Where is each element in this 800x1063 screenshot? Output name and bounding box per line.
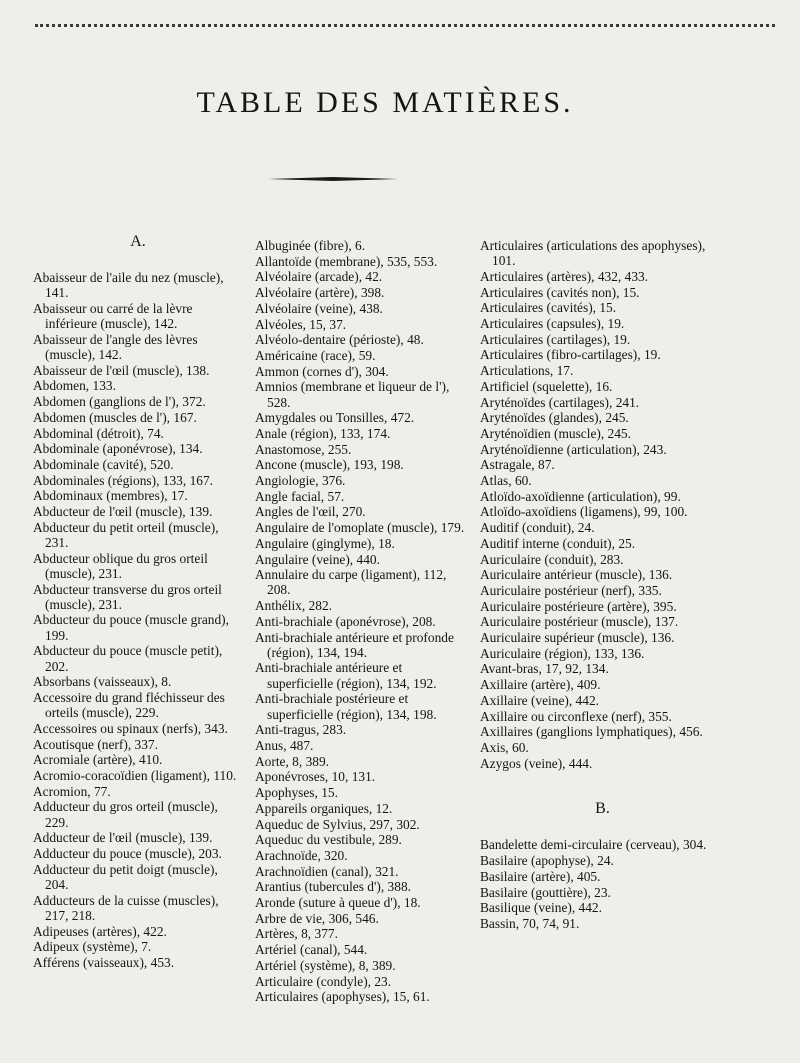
index-entry: Aryténoïdien (muscle), 245. bbox=[480, 425, 631, 441]
index-entry: Alvéolaire (arcade), 42. bbox=[255, 269, 383, 285]
index-entry: Artériel (canal), 544. bbox=[255, 942, 368, 958]
index-entry: Angulaire (veine), 440. bbox=[255, 551, 380, 567]
index-entry: Angle facial, 57. bbox=[255, 488, 345, 504]
index-entry: Aqueduc de Sylvius, 297, 302. bbox=[255, 816, 420, 832]
index-entry: Accessoires ou spinaux (nerfs), 343. bbox=[33, 720, 228, 736]
index-entry: Adducteur du gros orteil (muscle), 229. bbox=[33, 799, 218, 830]
index-entry: Alvéoles, 15, 37. bbox=[255, 316, 347, 332]
index-entry: Abaisseur de l'œil (muscle), 138. bbox=[33, 362, 210, 378]
top-dotted-rule bbox=[35, 24, 775, 32]
index-entry: Anastomose, 255. bbox=[255, 441, 352, 457]
index-entry: Alvéolaire (veine), 438. bbox=[255, 300, 383, 316]
index-entry: Basilaire (gouttière), 23. bbox=[480, 884, 611, 900]
index-entry: Articulaires (articulations des apophyses), 101. bbox=[480, 238, 706, 269]
index-entry: Adipeuses (artères), 422. bbox=[33, 923, 167, 939]
page-title: TABLE DES MATIÈRES. bbox=[196, 86, 574, 119]
index-entry: Atloïdo-axoïdienne (articulation), 99. bbox=[480, 488, 681, 504]
index-entry: Abducteur oblique du gros orteil (muscle), 231. bbox=[33, 550, 208, 581]
index-entry: Articulaires (artères), 432, 433. bbox=[480, 268, 649, 284]
section-letter-b: B. bbox=[595, 800, 610, 818]
index-entry: Artériel (système), 8, 389. bbox=[255, 957, 396, 973]
index-entry: Artères, 8, 377. bbox=[255, 926, 338, 942]
index-entry: Anti-brachiale (aponévrose), 208. bbox=[255, 613, 436, 629]
index-entry: Albuginée (fibre), 6. bbox=[255, 238, 366, 253]
index-entry: Allantoïde (membrane), 535, 553. bbox=[255, 253, 438, 269]
index-entry: Alvéolo-dentaire (périoste), 48. bbox=[255, 332, 424, 348]
index-entry: Arantius (tubercules d'), 388. bbox=[255, 879, 411, 895]
index-entry: Axillaire (veine), 442. bbox=[480, 692, 599, 708]
index-entry: Adducteur du pouce (muscle), 203. bbox=[33, 846, 222, 862]
index-entry: Abdomen (muscles de l'), 167. bbox=[33, 409, 197, 425]
index-entry: Acromio-coracoïdien (ligament), 110. bbox=[33, 768, 237, 783]
index-entry: Afférens (vaisseaux), 453. bbox=[33, 954, 175, 970]
entries-list-middle bbox=[255, 238, 470, 1004]
index-entry: Abdominales (régions), 133, 167. bbox=[33, 472, 214, 488]
index-entry: Angulaire (ginglyme), 18. bbox=[255, 535, 395, 551]
index-entry: Anti-brachiale antérieure et profonde (région), 134, 194. bbox=[255, 629, 454, 660]
index-entry: Astragale, 87. bbox=[480, 457, 555, 473]
index-entry: Abdominal (détroit), 74. bbox=[33, 425, 164, 441]
index-entry: Adducteur de l'œil (muscle), 139. bbox=[33, 830, 213, 846]
index-entry: Articulaires (fibro-cartilages), 19. bbox=[480, 347, 661, 363]
section-letter-a: A. bbox=[130, 233, 146, 250]
index-entry: Aryténoïdes (glandes), 245. bbox=[480, 410, 629, 426]
index-entry: Ammon (cornes d'), 304. bbox=[255, 363, 389, 379]
index-entry: Alvéolaire (artère), 398. bbox=[255, 285, 385, 301]
column-right bbox=[480, 238, 725, 932]
index-entry: Aryténoïdienne (articulation), 243. bbox=[480, 441, 667, 457]
entries-list-a bbox=[33, 270, 243, 970]
index-entry: Articulations, 17. bbox=[480, 363, 574, 379]
index-entry: Anti-tragus, 283. bbox=[255, 722, 347, 738]
index-entry: Arbre de vie, 306, 546. bbox=[255, 910, 379, 926]
index-entry: Auriculaire postérieur (nerf), 335. bbox=[480, 582, 662, 598]
index-entry: Anthélix, 282. bbox=[255, 598, 332, 614]
entries-list-right bbox=[480, 238, 725, 771]
index-entry: Auriculaire postérieur (muscle), 137. bbox=[480, 614, 679, 630]
index-entry: Abdominaux (membres), 17. bbox=[33, 488, 188, 504]
index-entry: Aqueduc du vestibule, 289. bbox=[255, 832, 402, 848]
index-entry: Auriculaire (conduit), 283. bbox=[480, 551, 624, 567]
index-entry: Anus, 487. bbox=[255, 738, 314, 753]
index-entry: Amnios (membrane et liqueur de l'), 528. bbox=[255, 379, 450, 410]
index-entry: Abaisseur de l'angle des lèvres (muscle), 142. bbox=[33, 331, 198, 363]
index-entry: Adducteur du petit doigt (muscle), 204. bbox=[33, 861, 218, 892]
index-entry: Apophyses, 15. bbox=[255, 785, 338, 801]
index-entry: Angles de l'œil, 270. bbox=[255, 504, 366, 520]
index-entry: Amygdales ou Tonsilles, 472. bbox=[255, 410, 415, 426]
index-entry: Abducteur du petit orteil (muscle), 231. bbox=[33, 519, 219, 550]
index-entry: Auriculaire supérieur (muscle), 136. bbox=[480, 630, 675, 646]
index-entry: Anti-brachiale antérieure et superficielle (région), 134, 192. bbox=[255, 660, 437, 691]
index-entry: Abdominale (aponévrose), 134. bbox=[33, 441, 203, 457]
index-entry: Abdominale (cavité), 520. bbox=[33, 456, 174, 472]
index-entry: Axillaire ou circonflexe (nerf), 355. bbox=[480, 708, 672, 724]
index-entry: Abducteur du pouce (muscle grand), 199. bbox=[33, 612, 229, 643]
index-entry: Auriculaire (région), 133, 136. bbox=[480, 645, 645, 661]
index-entry: Abducteur de l'œil (muscle), 139. bbox=[33, 504, 213, 520]
index-entry: Accessoire du grand fléchisseur des orteils (muscle), 229. bbox=[33, 689, 225, 721]
index-entry: Articulaires (cavités), 15. bbox=[480, 300, 617, 316]
index-entry: Avant-bras, 17, 92, 134. bbox=[480, 661, 609, 677]
index-entry: Articulaires (capsules), 19. bbox=[480, 316, 625, 332]
index-entry: Anti-brachiale postérieure et superficielle (région), 134, 198. bbox=[255, 691, 437, 722]
index-entry: Bandelette demi-circulaire (cerveau), 304. bbox=[480, 837, 707, 853]
index-entry: Auriculaire postérieure (artère), 395. bbox=[480, 598, 677, 614]
index-entry: Auditif (conduit), 24. bbox=[480, 520, 595, 536]
index-entry: Artificiel (squelette), 16. bbox=[480, 378, 613, 394]
section-spacer bbox=[480, 771, 725, 801]
index-entry: Absorbans (vaisseaux), 8. bbox=[33, 674, 172, 690]
index-entry: Articulaire (condyle), 23. bbox=[255, 973, 392, 989]
index-entry: Articulaires (cartilages), 19. bbox=[480, 331, 631, 347]
index-entry: Acoutisque (nerf), 337. bbox=[33, 736, 158, 752]
index-entry: Abdomen (ganglions de l'), 372. bbox=[33, 394, 206, 410]
index-entry: Acromiale (artère), 410. bbox=[33, 752, 163, 768]
index-entry: Abaisseur ou carré de la lèvre inférieure (muscle), 142. bbox=[33, 300, 193, 332]
entries-list-b bbox=[480, 837, 725, 931]
index-entry: Américaine (race), 59. bbox=[255, 347, 376, 363]
index-entry: Basilaire (apophyse), 24. bbox=[480, 853, 614, 869]
index-entry: Appareils organiques, 12. bbox=[255, 800, 393, 816]
index-entry: Abducteur du pouce (muscle petit), 202. bbox=[33, 643, 223, 674]
index-entry: Adipeux (système), 7. bbox=[33, 939, 152, 955]
index-entry: Aorte, 8, 389. bbox=[255, 753, 330, 769]
column-left bbox=[33, 234, 243, 971]
index-entry: Angulaire de l'omoplate (muscle), 179. bbox=[255, 520, 465, 536]
index-entry: Basilaire (artère), 405. bbox=[480, 868, 601, 884]
index-entry: Ancone (muscle), 193, 198. bbox=[255, 457, 404, 473]
index-entry: Adducteurs de la cuisse (muscles), 217, 218. bbox=[33, 892, 219, 923]
index-entry: Abducteur transverse du gros orteil (muscle), 231. bbox=[33, 581, 222, 612]
index-entry: Axillaire (artère), 409. bbox=[480, 677, 601, 693]
index-entry: Articulaires (cavités non), 15. bbox=[480, 284, 640, 300]
index-entry: Angiologie, 376. bbox=[255, 473, 346, 489]
index-entry: Abaisseur de l'aile du nez (muscle), 141. bbox=[33, 270, 224, 301]
index-entry: Anale (région), 133, 174. bbox=[255, 425, 391, 441]
index-entry: Arachnoïdien (canal), 321. bbox=[255, 863, 399, 879]
index-entry: Aponévroses, 10, 131. bbox=[255, 769, 376, 785]
index-entry: Atlas, 60. bbox=[480, 473, 532, 489]
index-entry: Azygos (veine), 444. bbox=[480, 755, 593, 771]
title-ornament-rule bbox=[268, 176, 398, 182]
index-entry: Acromion, 77. bbox=[33, 783, 111, 799]
index-entry: Arachnoïde, 320. bbox=[255, 847, 348, 863]
index-entry: Bassin, 70, 74, 91. bbox=[480, 915, 580, 931]
index-entry: Atloïdo-axoïdiens (ligamens), 99, 100. bbox=[480, 504, 688, 520]
index-entry: Auditif interne (conduit), 25. bbox=[480, 535, 636, 551]
index-entry: Aronde (suture à queue d'), 18. bbox=[255, 895, 421, 911]
index-entry: Abdomen, 133. bbox=[33, 378, 116, 394]
index-entry: Basilique (veine), 442. bbox=[480, 900, 602, 916]
index-entry: Axillaires (ganglions lymphatiques), 456. bbox=[480, 724, 703, 740]
index-entry: Auriculaire antérieur (muscle), 136. bbox=[480, 567, 673, 583]
index-entry: Aryténoïdes (cartilages), 241. bbox=[480, 394, 640, 410]
index-entry: Axis, 60. bbox=[480, 740, 529, 755]
column-middle bbox=[255, 238, 470, 1005]
index-entry: Articulaires (apophyses), 15, 61. bbox=[255, 989, 430, 1005]
index-entry: Annulaire du carpe (ligament), 112, 208. bbox=[255, 567, 447, 598]
